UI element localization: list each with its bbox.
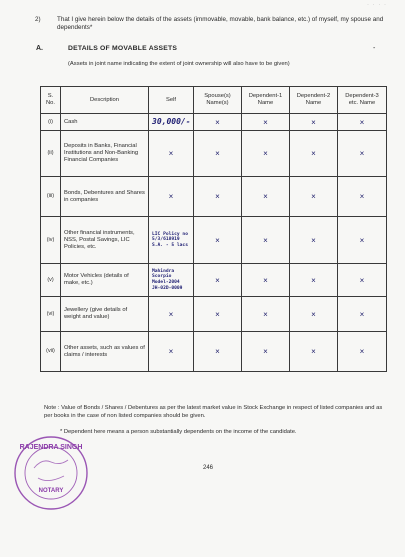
handwritten-line: Scorpio: [152, 274, 172, 280]
header-description: Description: [61, 87, 149, 114]
dependent-1-cross-mark: ×: [242, 217, 290, 264]
handwritten-line: JH-02D-0009: [152, 285, 183, 291]
section-subtitle: (Assets in joint name indicating the extent of joint ownership will also have to be given): [68, 61, 290, 67]
handwritten-line: 5/3/618919: [152, 237, 180, 243]
dependent-3-cross-mark: ×: [338, 332, 387, 372]
row-description: Motor Vehicles (details of make, etc.): [61, 264, 149, 297]
cash-amount: 30,000/-: [152, 116, 191, 126]
header-dependent-2: Dependent-2 Name: [290, 87, 338, 114]
header-self: Self: [149, 87, 194, 114]
spouse-cross-mark: ×: [194, 297, 242, 332]
spouse-cross-mark: ×: [194, 332, 242, 372]
row-description: Deposits in Banks, Financial Institutions and Non-Banking Financial Companies: [61, 131, 149, 177]
table-row: [41, 297, 387, 332]
row-description: Other financial instruments, NSS, Postal Savings, LIC Policies, etc.: [61, 217, 149, 264]
dependent-3-cross-mark: ×: [338, 264, 387, 297]
header-spouse: Spouse(s) Name(s): [194, 87, 242, 114]
dependent-2-cross-mark: ×: [290, 177, 338, 217]
handwritten-line: Model-2004: [152, 280, 180, 285]
paragraph-text: That I give herein below the details of the assets (immovable, movable, bank balance, etc.) of myself, my spouse and dependents*: [57, 16, 384, 31]
row-sno: (vi): [41, 297, 61, 332]
handwritten-line: LIC Policy no: [152, 231, 188, 237]
dependent-3-cross-mark: ×: [338, 297, 387, 332]
handwritten-line: Mahindra: [152, 268, 175, 274]
self-cross-mark: ×: [149, 177, 194, 217]
self-cross-mark: ×: [149, 297, 194, 332]
valuation-note: Note : Value of Bonds / Shares / Debentures as per the latest market value in Stock Exchange in respect of listed companies and as per books in the case of non listed companies should be given.: [44, 405, 383, 419]
movable-assets-table: [40, 86, 387, 372]
row-self-value: [149, 114, 194, 131]
spouse-cross-mark: ×: [194, 264, 242, 297]
row-self-value: [149, 217, 194, 264]
row-sno: (iii): [41, 177, 61, 217]
header-sno: S. No.: [41, 87, 61, 114]
dependent-2-cross-mark: ×: [290, 114, 338, 131]
dependent-2-cross-mark: ×: [290, 264, 338, 297]
dependent-3-cross-mark: ×: [338, 131, 387, 177]
dependent-2-cross-mark: ×: [290, 297, 338, 332]
dependent-2-cross-mark: ×: [290, 332, 338, 372]
top-corner-mark: · · · ·: [367, 2, 387, 8]
dependent-footnote: * Dependent here means a person substantially dependents on the income of the candidate.: [60, 429, 297, 435]
lic-policy-note: [152, 232, 190, 249]
row-sno: (i): [41, 114, 61, 131]
dependent-3-cross-mark: ×: [338, 217, 387, 264]
intro-paragraph: [35, 16, 390, 32]
spouse-cross-mark: ×: [194, 131, 242, 177]
svg-text:NOTARY: NOTARY: [38, 488, 64, 494]
dependent-3-cross-mark: ×: [338, 177, 387, 217]
section-letter: A.: [36, 45, 43, 52]
section-title: DETAILS OF MOVABLE ASSETS: [68, 45, 178, 52]
row-sno: (vii): [41, 332, 61, 372]
table-row: [41, 177, 387, 217]
dependent-1-cross-mark: ×: [242, 114, 290, 131]
self-cross-mark: ×: [149, 332, 194, 372]
table-row: [41, 217, 387, 264]
dependent-1-cross-mark: ×: [242, 177, 290, 217]
row-sno: (v): [41, 264, 61, 297]
row-sno: (ii): [41, 131, 61, 177]
spouse-cross-mark: ×: [194, 114, 242, 131]
header-dependent-1: Dependent-1 Name: [242, 87, 290, 114]
spouse-cross-mark: ×: [194, 217, 242, 264]
dependent-1-cross-mark: ×: [242, 264, 290, 297]
dependent-2-cross-mark: ×: [290, 217, 338, 264]
row-description: Cash: [61, 114, 149, 131]
table-header-row: [41, 87, 387, 114]
section-dash: -: [373, 45, 376, 52]
svg-text:RAJENDRA SINGH: RAJENDRA SINGH: [19, 444, 83, 451]
dependent-1-cross-mark: ×: [242, 297, 290, 332]
table-row: [41, 264, 387, 297]
self-cross-mark: ×: [149, 131, 194, 177]
notary-seal-stamp: [12, 434, 90, 512]
vehicle-note: [152, 269, 190, 291]
dependent-3-cross-mark: ×: [338, 114, 387, 131]
header-dependent-3: Dependent-3 etc. Name: [338, 87, 387, 114]
row-self-value: [149, 264, 194, 297]
dependent-2-cross-mark: ×: [290, 131, 338, 177]
row-description: Jewellery (give details of weight and value): [61, 297, 149, 332]
handwritten-line: S.A. - 5 lacs: [152, 242, 188, 248]
table-row: [41, 131, 387, 177]
dependent-1-cross-mark: ×: [242, 131, 290, 177]
table-row: [41, 332, 387, 372]
page-number: 246: [203, 465, 214, 471]
row-description: Other assets, such as values of claims / interests: [61, 332, 149, 372]
spouse-cross-mark: ×: [194, 177, 242, 217]
row-sno: (iv): [41, 217, 61, 264]
paragraph-number: 2): [35, 16, 41, 23]
dependent-1-cross-mark: ×: [242, 332, 290, 372]
row-description: Bonds, Debentures and Shares in companies: [61, 177, 149, 217]
table-row: [41, 114, 387, 131]
